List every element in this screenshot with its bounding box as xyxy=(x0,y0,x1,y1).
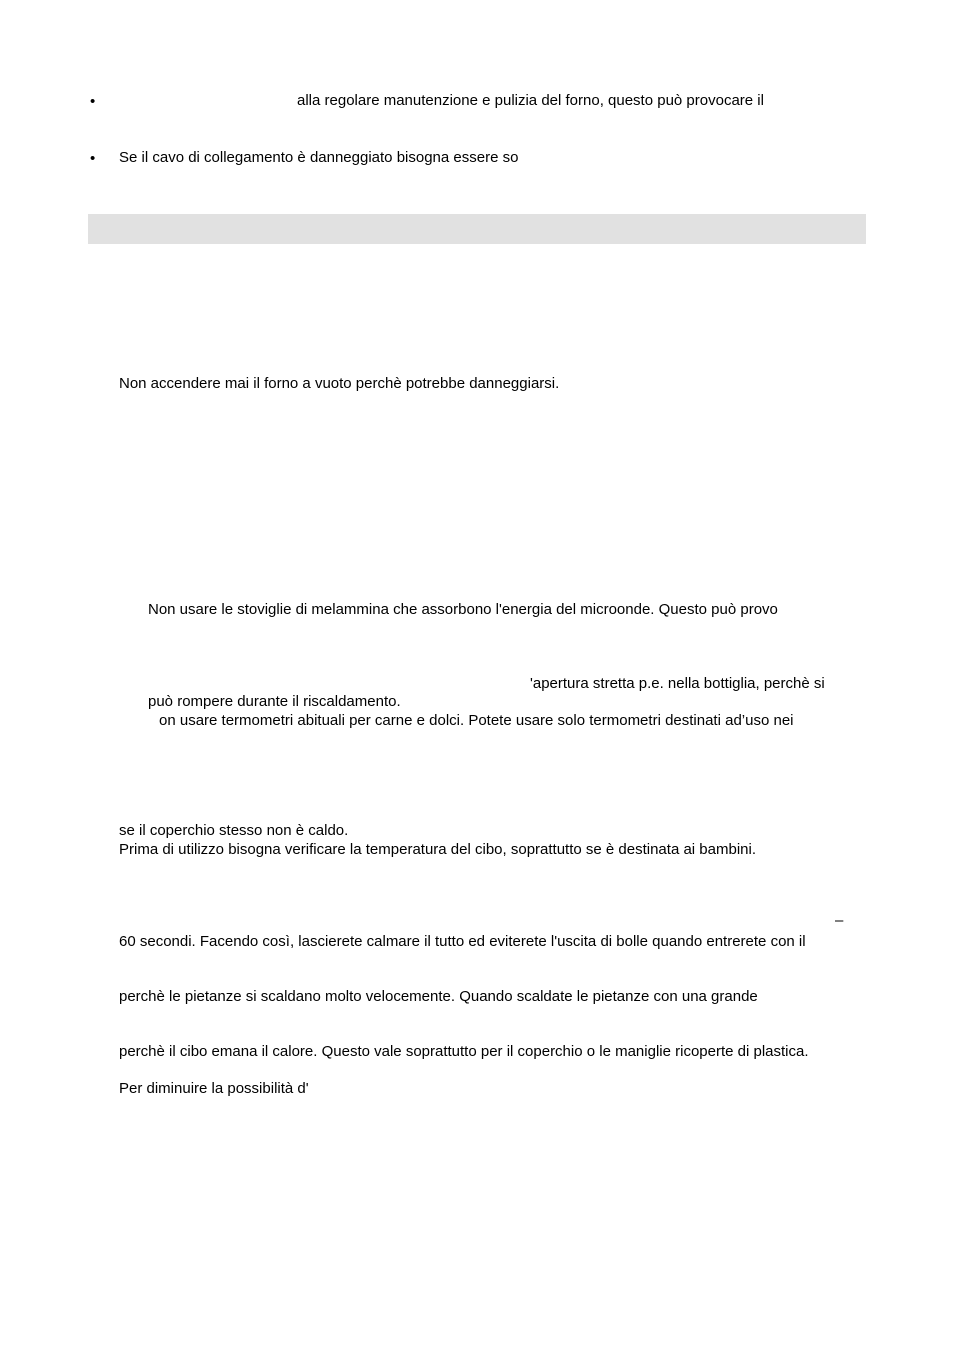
paragraph-empty-oven: Non accendere mai il forno a vuoto perchè potrebbe danneggiarsi. xyxy=(119,375,560,392)
section-heading-bar xyxy=(88,214,866,244)
paragraph-narrow-opening-cont: può rompere durante il riscaldamento. xyxy=(148,693,401,710)
paragraph-sixty-seconds: 60 secondi. Facendo così, lascierete calmare il tutto ed eviterete l'uscita di bolle quando entrerete con il xyxy=(119,933,806,950)
dash-mark: – xyxy=(835,912,844,929)
paragraph-reduce-possibility: Per diminuire la possibilità d' xyxy=(119,1080,309,1097)
paragraph-thermometers: on usare termometri abituali per carne e dolci. Potete usare solo termometri destinati ad’uso nei xyxy=(159,712,794,729)
paragraph-narrow-opening: 'apertura stretta p.e. nella bottiglia, perchè si xyxy=(530,675,825,692)
bullet-marker-1: • xyxy=(90,93,96,110)
paragraph-fast-heating: perchè le pietanze si scaldano molto velocemente. Quando scaldate le pietanze con una grande xyxy=(119,988,758,1005)
bullet-item-1: alla regolare manutenzione e pulizia del forno, questo può provocare il xyxy=(297,92,764,109)
bullet-item-2: Se il cavo di collegamento è danneggiato bisogna essere so xyxy=(119,149,519,166)
paragraph-food-temperature: Prima di utilizzo bisogna verificare la temperatura del cibo, soprattutto se è destinata ai bambini. xyxy=(119,841,756,858)
paragraph-melamine: Non usare le stoviglie di melammina che assorbono l'energia del microonde. Questo può provo xyxy=(148,601,778,618)
bullet-marker-2: • xyxy=(90,150,96,167)
paragraph-heat-emission: perchè il cibo emana il calore. Questo vale soprattutto per il coperchio o le maniglie ricoperte di plastica. xyxy=(119,1043,809,1060)
paragraph-lid: se il coperchio stesso non è caldo. xyxy=(119,822,349,839)
